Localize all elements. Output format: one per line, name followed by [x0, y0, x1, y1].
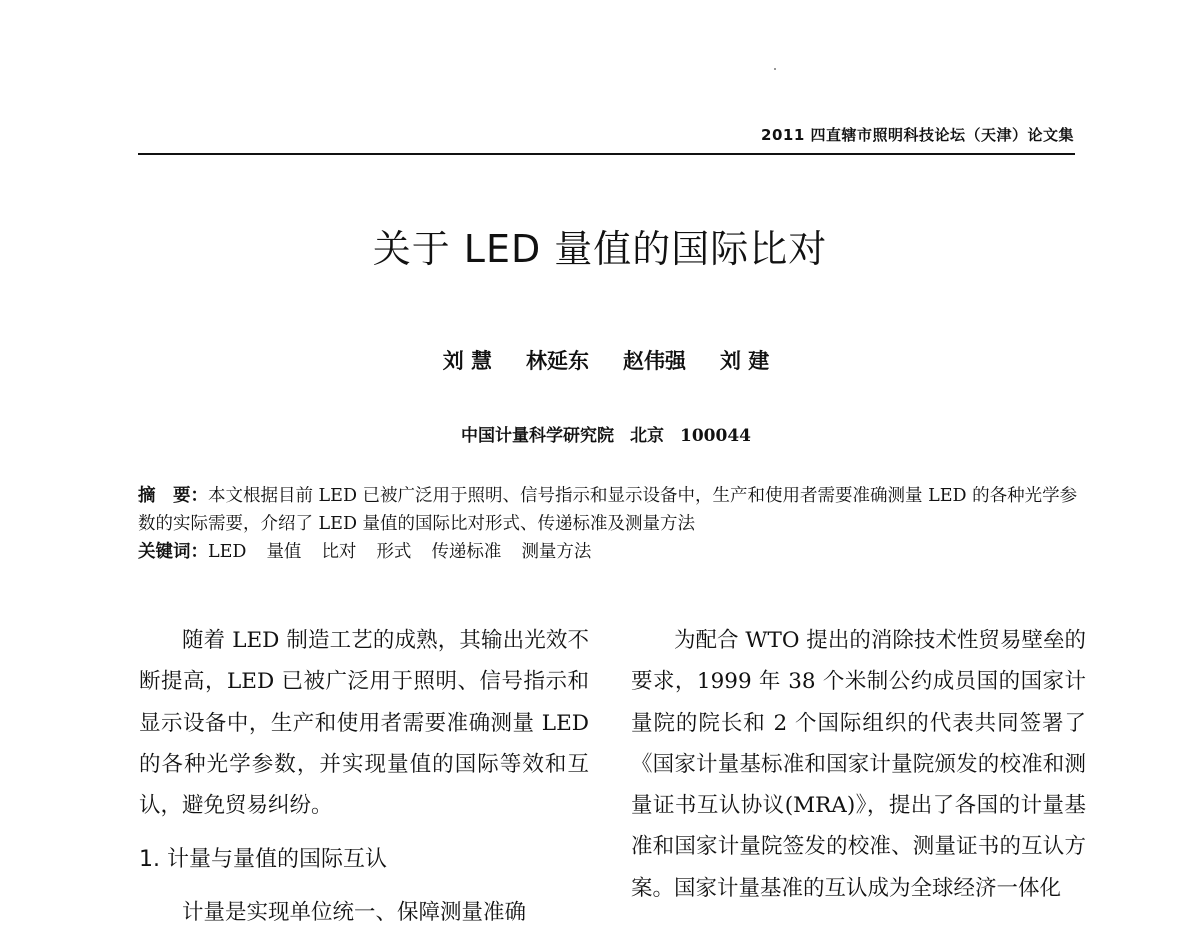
section-paragraph: 计量是实现单位统一、保障测量准确 — [182, 900, 527, 926]
scan-speck — [774, 68, 776, 70]
body-column-right — [631, 620, 1086, 909]
abstract-block — [138, 482, 1083, 566]
keyword: 比对 — [321, 542, 357, 562]
author-name: 刘 慧 — [442, 348, 492, 373]
header-rule — [138, 153, 1075, 155]
abstract-text: 本文根据目前 LED 已被广泛用于照明、信号指示和显示设备中，生产和使用者需要准确测量 LED 的各种光学参数的实际需要，介绍了 LED 量值的国际比对形式、传递标准及测量方法 — [138, 486, 1078, 534]
section-heading: 1. 计量与量值的国际互认 — [139, 847, 387, 873]
affiliation-institute: 中国计量科学研究院 — [461, 426, 614, 446]
abstract-label: 摘 要： — [138, 486, 208, 506]
author-name: 赵伟强 — [623, 348, 686, 373]
running-header: 2011 四直辖市照明科技论坛（天津）论文集 — [761, 126, 1074, 144]
keyword: 量值 — [266, 542, 302, 562]
affiliation-city: 北京 — [630, 426, 664, 446]
keyword: 测量方法 — [521, 542, 592, 562]
author-name: 刘 建 — [720, 348, 770, 373]
author-list — [0, 345, 1200, 375]
affiliation-postcode: 100044 — [680, 426, 751, 446]
keyword: 传递标准 — [431, 542, 502, 562]
affiliation — [0, 421, 1200, 446]
paper-title: 关于 LED 量值的国际比对 — [372, 227, 828, 271]
mra-paragraph: 为配合 WTO 提出的消除技术性贸易壁垒的要求，1999 年 38 个米制公约成员国的国家计量院的院长和 2 个国际组织的代表共同签署了《国家计量基标准和国家计量院颁发的校准和测量证书互认协议(MRA)》，提出了各国的计量基准和国家计量院签发的校准、测量证书的互认方案。国家计量基准的互认成为全球经济一体化 — [631, 628, 1086, 901]
keyword: 形式 — [376, 542, 412, 562]
intro-paragraph: 随着 LED 制造工艺的成熟，其输出光效不断提高，LED 已被广泛用于照明、信号指示和显示设备中，生产和使用者需要准确测量 LED 的各种光学参数，并实现量值的国际等效和互认，避免贸易纠纷。 — [139, 628, 589, 819]
keyword: LED — [208, 542, 247, 562]
keywords-label: 关键词： — [138, 542, 208, 562]
keywords — [138, 538, 1083, 566]
body-column-left — [139, 620, 589, 934]
abstract — [138, 482, 1083, 538]
author-name: 林延东 — [526, 348, 589, 373]
